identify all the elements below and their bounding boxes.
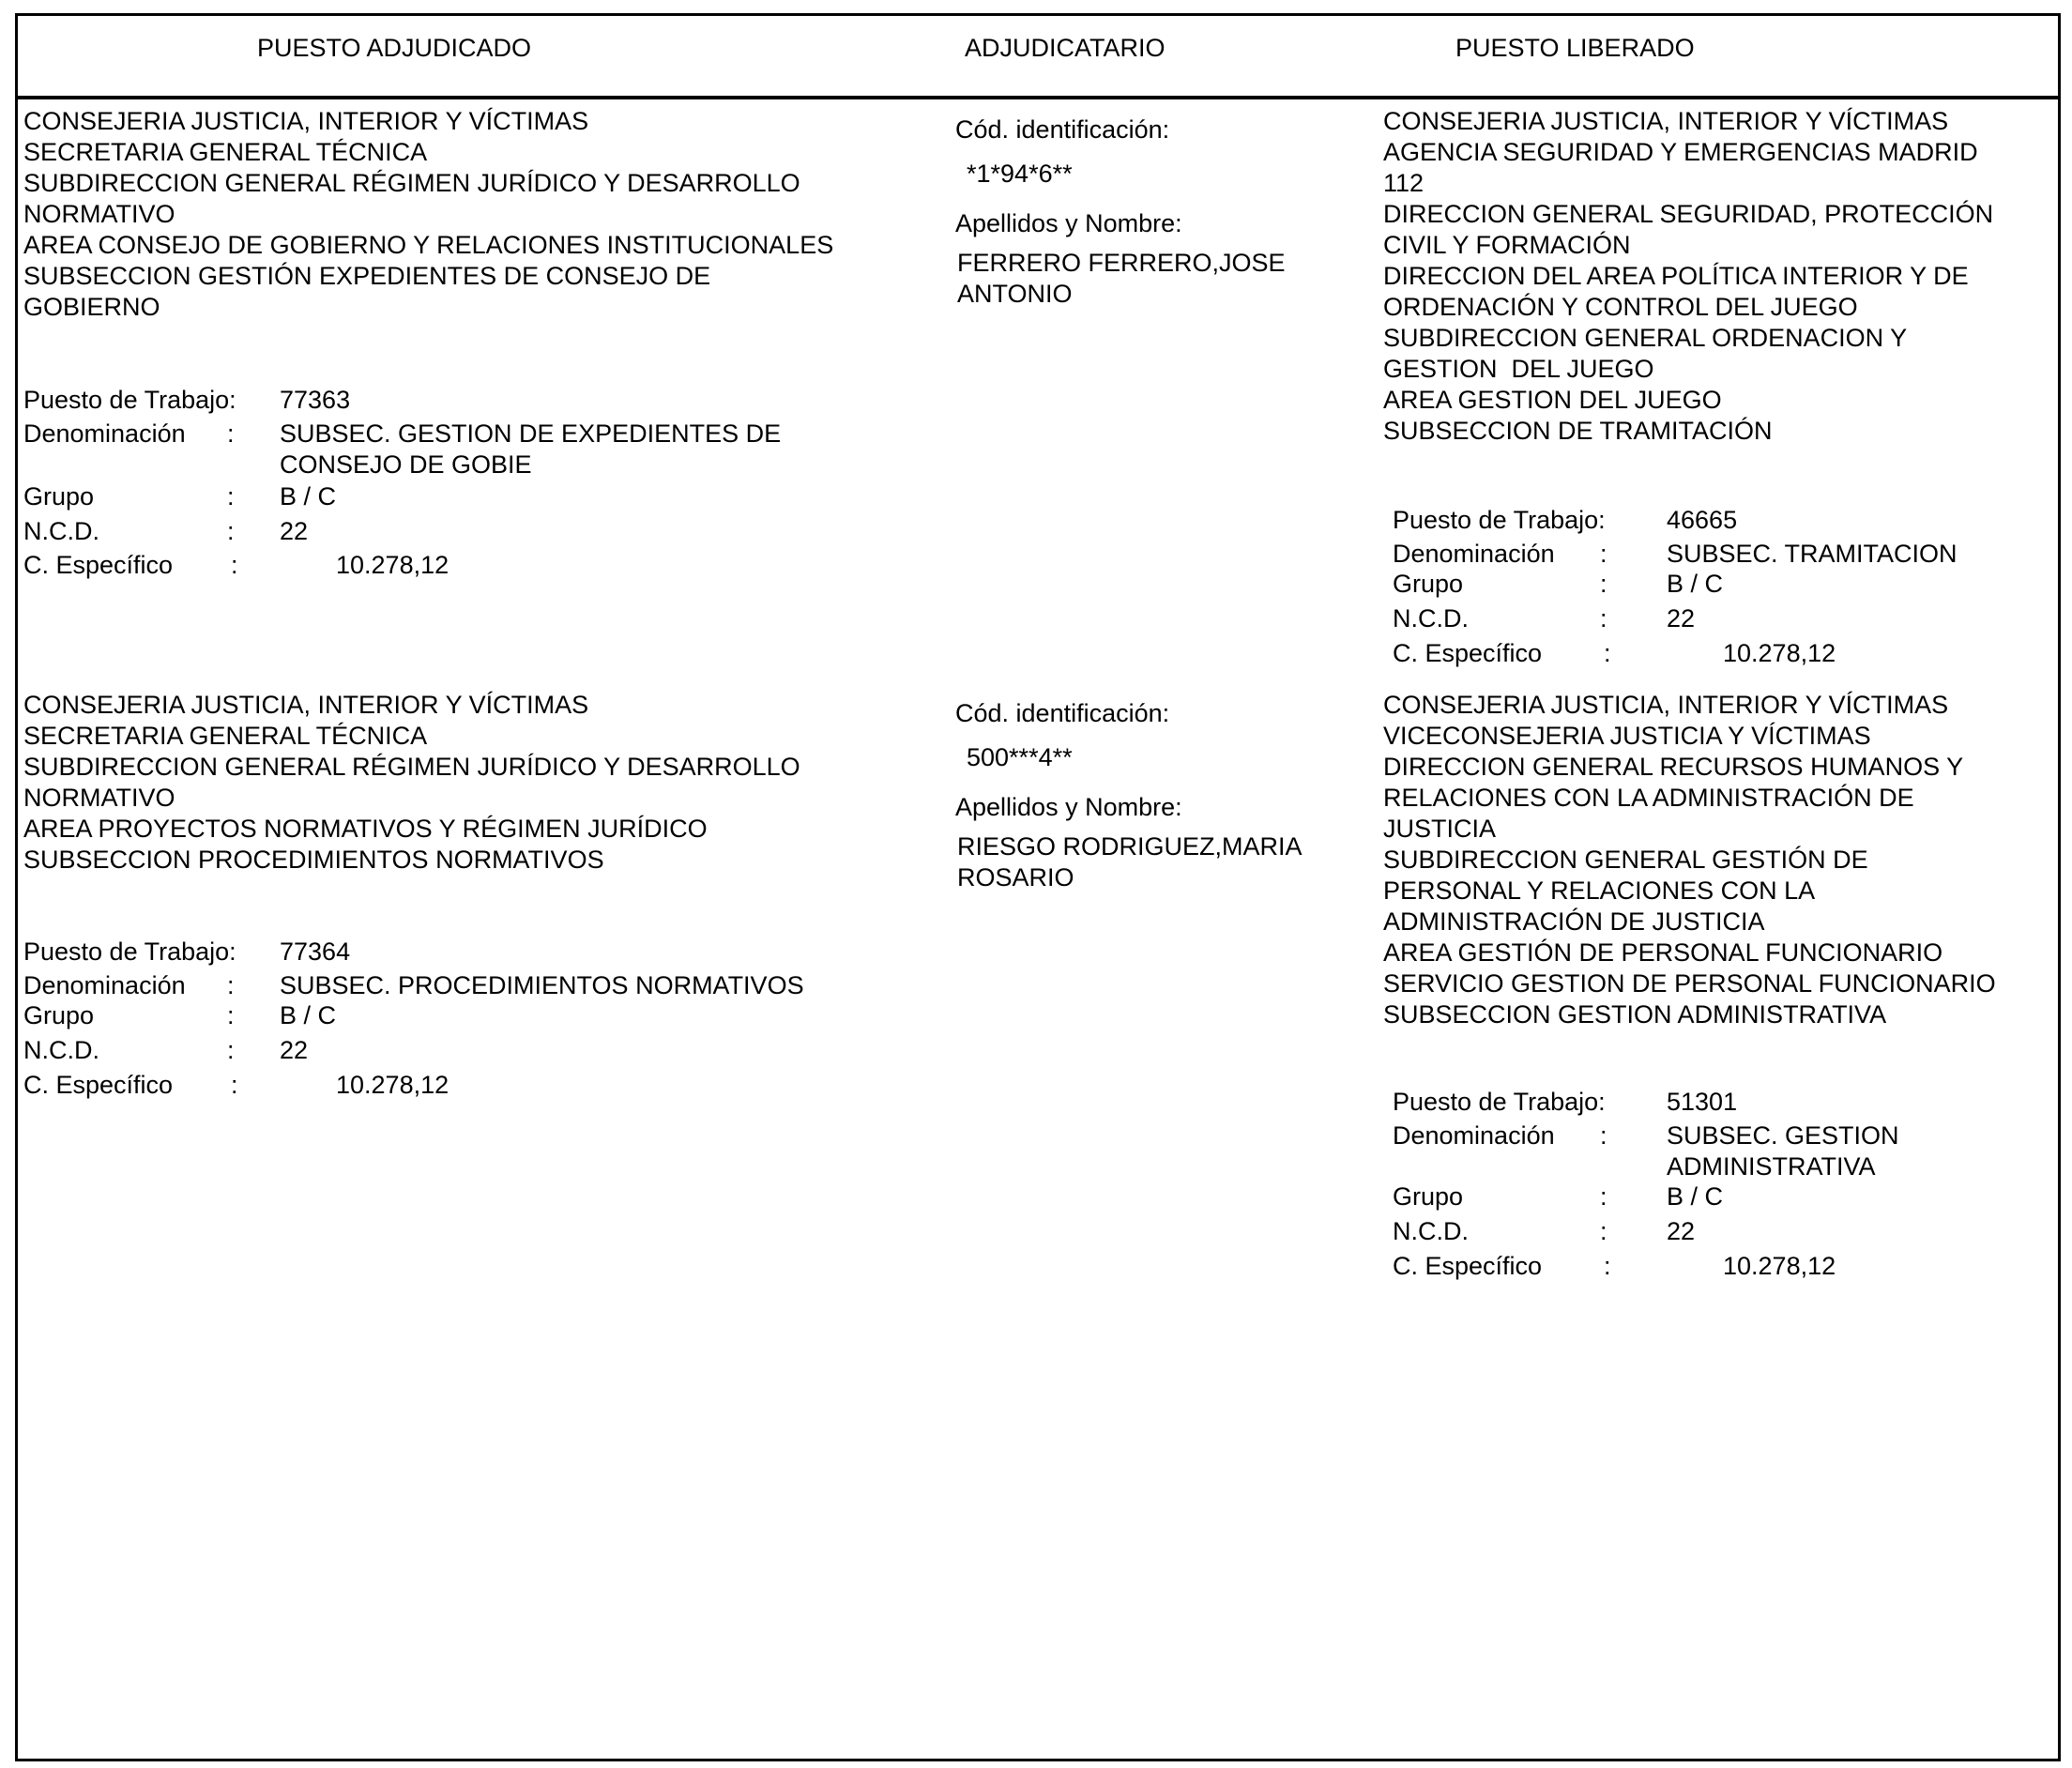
org-unit-line: VICECONSEJERIA JUSTICIA Y VÍCTIMAS <box>1383 722 1871 750</box>
org-unit-line: CONSEJERIA JUSTICIA, INTERIOR Y VÍCTIMAS <box>1383 691 1949 719</box>
org-unit-line: SERVICIO GESTION DE PERSONAL FUNCIONARIO <box>1383 969 1996 998</box>
entry-2-adjudicado-puesto-label: Puesto de Trabajo: <box>23 937 236 966</box>
entry-1-adjudicado-ncd-value: 22 <box>280 517 309 545</box>
entry-1-adjudicado-c-especifico-label: C. Específico <box>23 551 174 579</box>
entry-2-liberado-grupo-value: B / C <box>1667 1182 1724 1211</box>
org-unit-line: SUBDIRECCION GENERAL ORDENACION Y <box>1383 324 1908 352</box>
entry-1-adjudicatario-apellidos-label: Apellidos y Nombre: <box>955 209 1182 237</box>
entry-1-adjudicatario-nombre-value: ANTONIO <box>957 280 1073 308</box>
entry-2-liberado-ncd-value: 22 <box>1667 1217 1696 1245</box>
entry-1-liberado-grupo-label: Grupo <box>1393 570 1464 598</box>
entry-2-liberado-denominacion-value: SUBSEC. GESTION <box>1667 1121 1899 1150</box>
entry-1-liberado-grupo-value: B / C <box>1667 570 1724 598</box>
org-unit-line: SUBDIRECCION GENERAL GESTIÓN DE <box>1383 846 1868 874</box>
entry-1-adjudicado-grupo-value: B / C <box>280 482 337 511</box>
entry-2-liberado-grupo-label: Grupo <box>1393 1182 1464 1211</box>
entry-1-adjudicado-ncd-label: N.C.D. <box>23 517 99 545</box>
org-unit-line: JUSTICIA <box>1383 815 1497 843</box>
org-unit-line: SUBDIRECCION GENERAL RÉGIMEN JURÍDICO Y DESARROLLO <box>23 753 800 781</box>
header-adjudicatario: ADJUDICATARIO <box>965 34 1166 62</box>
entry-2-liberado-c-especifico-value: 10.278,12 <box>1723 1252 1836 1280</box>
entry-2-adjudicado-denominacion-value: SUBSEC. PROCEDIMIENTOS NORMATIVOS <box>280 971 804 999</box>
entry-1-liberado-denominacion-label: Denominación <box>1393 540 1555 568</box>
entry-2-liberado-ncd-colon: : <box>1600 1217 1607 1245</box>
header-divider <box>15 96 2061 99</box>
entry-1-liberado-denominacion-value: SUBSEC. TRAMITACION <box>1667 540 1958 568</box>
entry-1-adjudicado-denominacion-colon: : <box>227 419 235 448</box>
org-unit-line: AREA PROYECTOS NORMATIVOS Y RÉGIMEN JURÍDICO <box>23 815 708 843</box>
entry-2-adjudicado-c-especifico-value: 10.278,12 <box>336 1071 449 1099</box>
org-unit-line: SUBSECCION GESTIÓN EXPEDIENTES DE CONSEJO DE <box>23 262 711 290</box>
entry-2-adjudicatario-cod-value: 500***4** <box>967 743 1073 771</box>
entry-2-adjudicatario-apellidos-label: Apellidos y Nombre: <box>955 793 1182 821</box>
entry-2-liberado-puesto-label: Puesto de Trabajo: <box>1393 1088 1606 1116</box>
org-unit-line: SECRETARIA GENERAL TÉCNICA <box>23 138 428 166</box>
org-unit-line: RELACIONES CON LA ADMINISTRACIÓN DE <box>1383 784 1914 812</box>
org-unit-line: CONSEJERIA JUSTICIA, INTERIOR Y VÍCTIMAS <box>1383 107 1949 135</box>
org-unit-line: ADMINISTRACIÓN DE JUSTICIA <box>1383 907 1765 936</box>
entry-2-liberado-ncd-label: N.C.D. <box>1393 1217 1469 1245</box>
entry-2-adjudicado-grupo-value: B / C <box>280 1001 337 1029</box>
org-unit-line: PERSONAL Y RELACIONES CON LA <box>1383 876 1816 905</box>
entry-1-adjudicado-grupo-colon: : <box>227 482 235 511</box>
entry-2-adjudicado-c-especifico-colon: : <box>231 1071 238 1099</box>
org-unit-line: CONSEJERIA JUSTICIA, INTERIOR Y VÍCTIMAS <box>23 691 589 719</box>
entry-2-adjudicatario-cod-label: Cód. identificación: <box>955 699 1170 727</box>
entry-2-adjudicatario-nombre-value: ROSARIO <box>957 863 1074 892</box>
org-unit-line: SUBSECCION PROCEDIMIENTOS NORMATIVOS <box>23 846 604 874</box>
entry-1-adjudicado-denominacion-value: CONSEJO DE GOBIE <box>280 450 532 479</box>
entry-1-liberado-puesto-value: 46665 <box>1667 506 1738 534</box>
org-unit-line: AGENCIA SEGURIDAD Y EMERGENCIAS MADRID <box>1383 138 1978 166</box>
entry-1-adjudicado-ncd-colon: : <box>227 517 235 545</box>
entry-1-liberado-puesto-label: Puesto de Trabajo: <box>1393 506 1606 534</box>
entry-2-adjudicado-grupo-colon: : <box>227 1001 235 1029</box>
org-unit-line: SECRETARIA GENERAL TÉCNICA <box>23 722 428 750</box>
org-unit-line: AREA GESTION DEL JUEGO <box>1383 386 1722 414</box>
entry-2-liberado-c-especifico-colon: : <box>1604 1252 1611 1280</box>
entry-2-liberado-denominacion-label: Denominación <box>1393 1121 1555 1150</box>
entry-1-adjudicado-puesto-label: Puesto de Trabajo: <box>23 386 236 414</box>
entry-1-adjudicado-denominacion-label: Denominación <box>23 419 186 448</box>
header-puesto-adjudicado: PUESTO ADJUDICADO <box>257 34 532 62</box>
org-unit-line: CONSEJERIA JUSTICIA, INTERIOR Y VÍCTIMAS <box>23 107 589 135</box>
entry-2-adjudicatario-nombre-value: RIESGO RODRIGUEZ,MARIA <box>957 832 1303 861</box>
org-unit-line: NORMATIVO <box>23 200 175 228</box>
entry-2-adjudicado-denominacion-colon: : <box>227 971 235 999</box>
org-unit-line: AREA CONSEJO DE GOBIERNO Y RELACIONES INSTITUCIONALES <box>23 231 834 259</box>
org-unit-line: DIRECCION DEL AREA POLÍTICA INTERIOR Y DE <box>1383 262 1969 290</box>
entry-1-adjudicado-c-especifico-colon: : <box>231 551 238 579</box>
entry-1-liberado-org <box>1383 106 1993 447</box>
entry-1-adjudicado-c-especifico-value: 10.278,12 <box>336 551 449 579</box>
entry-2-adjudicado-grupo-label: Grupo <box>23 1001 95 1029</box>
entry-1-adjudicatario-nombre-value: FERRERO FERRERO,JOSE <box>957 249 1286 277</box>
org-unit-line: GESTION DEL JUEGO <box>1383 355 1654 383</box>
entry-1-adjudicado-grupo-label: Grupo <box>23 482 95 511</box>
entry-1-adjudicatario-cod-value: *1*94*6** <box>967 160 1073 188</box>
entry-2-liberado-denominacion-colon: : <box>1600 1121 1607 1150</box>
org-unit-line: AREA GESTIÓN DE PERSONAL FUNCIONARIO <box>1383 938 1943 967</box>
entry-2-adjudicado-ncd-value: 22 <box>280 1036 309 1064</box>
entry-1-liberado-denominacion-colon: : <box>1600 540 1607 568</box>
entry-2-liberado-c-especifico-label: C. Específico <box>1393 1252 1543 1280</box>
entry-2-adjudicado-ncd-label: N.C.D. <box>23 1036 99 1064</box>
entry-1-liberado-ncd-colon: : <box>1600 604 1607 633</box>
entry-2-liberado-grupo-colon: : <box>1600 1182 1607 1211</box>
entry-2-adjudicado-ncd-colon: : <box>227 1036 235 1064</box>
entry-1-liberado-grupo-colon: : <box>1600 570 1607 598</box>
entry-2-liberado-org <box>1383 690 1996 1030</box>
entry-1-liberado-ncd-value: 22 <box>1667 604 1696 633</box>
entry-2-liberado-puesto-value: 51301 <box>1667 1088 1738 1116</box>
entry-1-liberado-ncd-label: N.C.D. <box>1393 604 1469 633</box>
entry-1-liberado-c-especifico-colon: : <box>1604 639 1611 667</box>
entry-1-adjudicatario-cod-label: Cód. identificación: <box>955 115 1170 144</box>
org-unit-line: SUBSECCION GESTION ADMINISTRATIVA <box>1383 1000 1887 1029</box>
entry-2-adjudicado-denominacion-label: Denominación <box>23 971 186 999</box>
entry-1-adjudicado-org <box>23 106 833 323</box>
org-unit-line: GOBIERNO <box>23 293 160 321</box>
entry-2-liberado-denominacion-value: ADMINISTRATIVA <box>1667 1152 1876 1181</box>
entry-2-adjudicado-org <box>23 690 800 876</box>
entry-1-liberado-c-especifico-value: 10.278,12 <box>1723 639 1836 667</box>
entry-1-adjudicado-denominacion-value: SUBSEC. GESTION DE EXPEDIENTES DE <box>280 419 782 448</box>
entry-2-adjudicado-puesto-value: 77364 <box>280 937 351 966</box>
entry-1-adjudicado-puesto-value: 77363 <box>280 386 351 414</box>
org-unit-line: NORMATIVO <box>23 784 175 812</box>
header-puesto-liberado: PUESTO LIBERADO <box>1455 34 1695 62</box>
org-unit-line: DIRECCION GENERAL SEGURIDAD, PROTECCIÓN <box>1383 200 1994 228</box>
org-unit-line: 112 <box>1383 169 1424 197</box>
org-unit-line: SUBDIRECCION GENERAL RÉGIMEN JURÍDICO Y DESARROLLO <box>23 169 800 197</box>
entry-2-adjudicado-c-especifico-label: C. Específico <box>23 1071 174 1099</box>
org-unit-line: CIVIL Y FORMACIÓN <box>1383 231 1631 259</box>
org-unit-line: SUBSECCION DE TRAMITACIÓN <box>1383 417 1773 445</box>
org-unit-line: DIRECCION GENERAL RECURSOS HUMANOS Y <box>1383 753 1964 781</box>
org-unit-line: ORDENACIÓN Y CONTROL DEL JUEGO <box>1383 293 1858 321</box>
entry-1-liberado-c-especifico-label: C. Específico <box>1393 639 1543 667</box>
